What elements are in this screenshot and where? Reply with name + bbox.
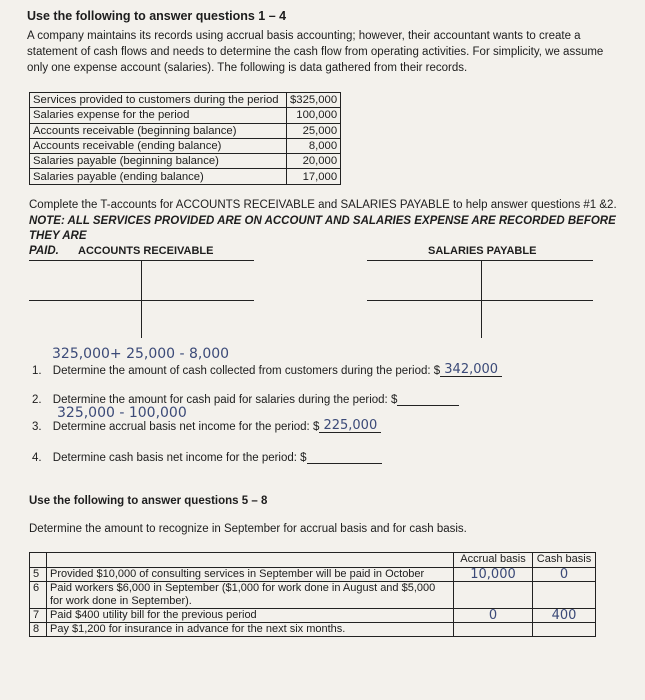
section2-instruction: Determine the amount to recognize in September for accrual basis and for cash basis. [29, 523, 467, 535]
intro-line: only one expense account (salaries). The following is data gathered from their records. [27, 62, 468, 74]
table-row [30, 154, 341, 169]
row-value: 17,000 [287, 169, 341, 184]
row-number: 5 [30, 568, 47, 582]
row-label: Accounts receivable (beginning balance) [30, 123, 287, 138]
table-row [30, 138, 341, 153]
row-description: Paid $400 utility bill for the previous period [47, 609, 454, 623]
row-number: 6 [30, 582, 47, 609]
accrual-answer-cell[interactable]: 0 [454, 609, 533, 623]
row-number: 7 [30, 609, 47, 623]
table-row [30, 169, 341, 184]
note-line: PAID. [29, 245, 59, 257]
handwritten-q3-work: 325,000 - 100,000 [57, 405, 187, 421]
t-account-ar-divider [141, 260, 142, 338]
row-number: 8 [30, 623, 47, 637]
row-description: Provided $10,000 of consulting services in September will be paid in October [47, 568, 454, 582]
t-account-sp-title: SALARIES PAYABLE [428, 245, 537, 257]
t-account-sp-line [367, 260, 593, 261]
question-text: Determine the amount of cash collected from customers during the period: $ [52, 365, 441, 377]
answer-blank-4[interactable] [307, 451, 382, 464]
row-label: Accounts receivable (ending balance) [30, 138, 287, 153]
cash-answer-cell[interactable]: 400 [533, 609, 596, 623]
table-row [30, 93, 341, 108]
answer-blank-3[interactable]: 225,000 [319, 420, 381, 433]
row-value: 8,000 [287, 138, 341, 153]
t-account-ar-title: ACCOUNTS RECEIVABLE [78, 245, 214, 257]
intro-line: A company maintains its records using accrual basis accounting; however, their accountant wants to create a [27, 30, 581, 42]
table-row [30, 623, 596, 637]
accrual-answer-cell[interactable] [454, 582, 533, 609]
question-text: Determine accrual basis net income for the period: $ [52, 421, 320, 433]
table-row [30, 108, 341, 123]
accrual-answer-cell[interactable] [454, 623, 533, 637]
t-account-ar-total-line [29, 300, 254, 301]
question-number: 1. [32, 365, 42, 377]
data-table [29, 92, 341, 185]
row-value: 100,000 [287, 108, 341, 123]
question-text: Determine cash basis net income for the period: $ [52, 452, 307, 464]
table-row [30, 582, 596, 609]
col-cash-header: Cash basis [533, 553, 596, 568]
row-description-line: for work done in September). [50, 595, 192, 607]
row-label: Services provided to customers during the period [30, 93, 287, 108]
section1-heading: Use the following to answer questions 1 – 4 [27, 9, 287, 23]
accrual-answer-cell[interactable]: 10,000 [454, 568, 533, 582]
table-row [30, 568, 596, 582]
row-description-line: Paid workers $6,000 in September ($1,000 for work done in August and $5,000 [50, 582, 436, 594]
section1-intro [27, 28, 603, 76]
t-account-sp-total-line [367, 300, 593, 301]
row-label: Salaries expense for the period [30, 108, 287, 123]
table-row [30, 609, 596, 623]
question-number: 4. [32, 452, 42, 464]
cash-answer-cell[interactable]: 0 [533, 568, 596, 582]
recognition-table [29, 552, 596, 637]
row-description [47, 582, 454, 609]
question-4 [32, 451, 382, 464]
cash-answer-cell[interactable] [533, 623, 596, 637]
t-account-instruction: Complete the T-accounts for ACCOUNTS RECEIVABLE and SALARIES PAYABLE to help answer questions #1 &2. [29, 199, 617, 211]
t-account-sp-divider [481, 260, 482, 338]
row-label: Salaries payable (ending balance) [30, 169, 287, 184]
row-value: 20,000 [287, 154, 341, 169]
row-label: Salaries payable (beginning balance) [30, 154, 287, 169]
question-number: 3. [32, 421, 42, 433]
row-value: 25,000 [287, 123, 341, 138]
row-description: Pay $1,200 for insurance in advance for the next six months. [47, 623, 454, 637]
row-value: $325,000 [287, 93, 341, 108]
section2-heading: Use the following to answer questions 5 – 8 [29, 495, 268, 507]
table-row [30, 123, 341, 138]
cash-answer-cell[interactable] [533, 582, 596, 609]
intro-line: statement of cash flows and needs to determine the cash flow from operating activities. For simplicity, we assume [27, 46, 604, 58]
handwritten-q1-work: 325,000+ 25,000 - 8,000 [52, 346, 230, 362]
answer-blank-1[interactable]: 342,000 [440, 364, 502, 377]
question-1 [32, 364, 502, 377]
question-text: Determine the amount for cash paid for salaries during the period: $ [52, 394, 398, 406]
note-line: NOTE: ALL SERVICES PROVIDED ARE ON ACCOUNT AND SALARIES EXPENSE ARE RECORDED BEFORE THEY ARE [29, 215, 616, 242]
question-3 [32, 420, 381, 433]
col-accrual-header: Accrual basis [454, 553, 533, 568]
answer-blank-2[interactable] [397, 393, 459, 406]
table-header-row [30, 553, 596, 568]
question-number: 2. [32, 394, 42, 406]
